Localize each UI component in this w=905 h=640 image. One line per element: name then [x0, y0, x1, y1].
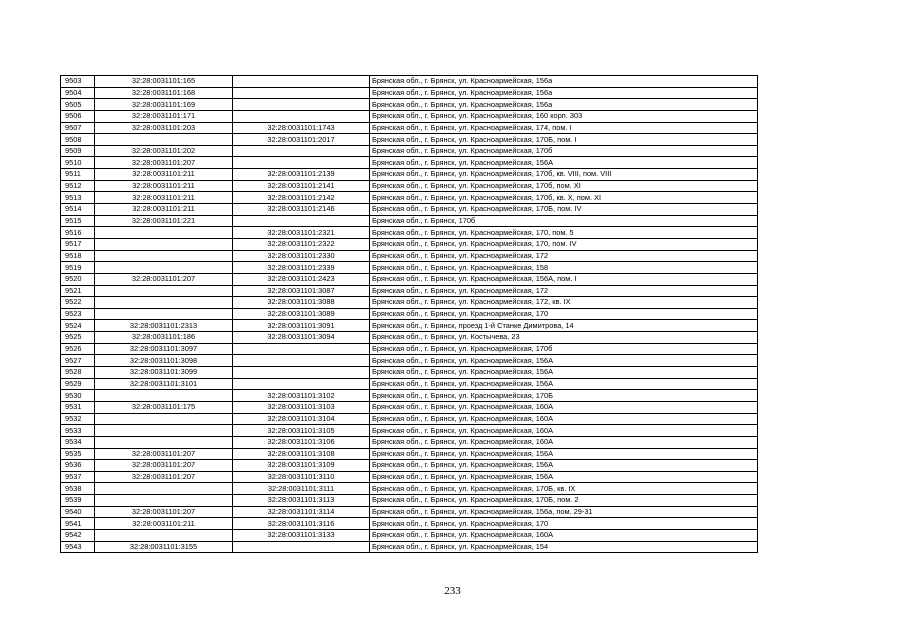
land-cadastral-cell	[95, 238, 233, 250]
land-cadastral-cell	[95, 413, 233, 425]
address-cell: Брянская обл., г. Брянск, ул. Красноармейская, 170б, кв. VIII, пом. VIII	[370, 169, 758, 181]
address-cell: Брянская обл., г. Брянск, ул. Красноармейская, 154	[370, 541, 758, 553]
table-row	[61, 506, 758, 518]
object-cadastral-cell: 32:28:0031101:2146	[233, 204, 370, 216]
land-cadastral-cell: 32:28:0031101:203	[95, 122, 233, 134]
table-row	[61, 227, 758, 239]
object-cadastral-cell: 32:28:0031101:3110	[233, 471, 370, 483]
row-number-cell: 9538	[61, 483, 95, 495]
land-cadastral-cell: 32:28:0031101:211	[95, 180, 233, 192]
table-row	[61, 448, 758, 460]
address-cell: Брянская обл., г. Брянск, ул. Красноармейская, 170б	[370, 343, 758, 355]
land-cadastral-cell: 32:28:0031101:202	[95, 145, 233, 157]
row-number-cell: 9505	[61, 99, 95, 111]
row-number-cell: 9536	[61, 460, 95, 472]
table-row	[61, 192, 758, 204]
table-row	[61, 390, 758, 402]
object-cadastral-cell: 32:28:0031101:3114	[233, 506, 370, 518]
object-cadastral-cell	[233, 99, 370, 111]
row-number-cell: 9506	[61, 110, 95, 122]
row-number-cell: 9524	[61, 320, 95, 332]
object-cadastral-cell: 32:28:0031101:3111	[233, 483, 370, 495]
row-number-cell: 9516	[61, 227, 95, 239]
object-cadastral-cell: 32:28:0031101:3109	[233, 460, 370, 472]
address-cell: Брянская обл., г. Брянск, ул. Красноармейская, 172	[370, 285, 758, 297]
row-number-cell: 9537	[61, 471, 95, 483]
table-row	[61, 529, 758, 541]
address-cell: Брянская обл., г. Брянск, ул. Красноармейская, 156А, пом. I	[370, 273, 758, 285]
table-row	[61, 99, 758, 111]
object-cadastral-cell: 32:28:0031101:2339	[233, 262, 370, 274]
object-cadastral-cell	[233, 76, 370, 88]
table-row	[61, 367, 758, 379]
object-cadastral-cell: 32:28:0031101:3088	[233, 297, 370, 309]
address-cell: Брянская обл., г. Брянск, ул. Красноармейская, 170Б, кв. IX	[370, 483, 758, 495]
land-cadastral-cell	[95, 425, 233, 437]
object-cadastral-cell	[233, 355, 370, 367]
table-row	[61, 320, 758, 332]
row-number-cell: 9540	[61, 506, 95, 518]
address-cell: Брянская обл., г. Брянск, ул. Красноармейская, 170	[370, 518, 758, 530]
land-cadastral-cell: 32:28:0031101:169	[95, 99, 233, 111]
land-cadastral-cell	[95, 262, 233, 274]
object-cadastral-cell: 32:28:0031101:2139	[233, 169, 370, 181]
address-cell: Брянская обл., г. Брянск, ул. Красноармейская, 170	[370, 308, 758, 320]
page-number: 233	[444, 585, 461, 597]
land-cadastral-cell: 32:28:0031101:171	[95, 110, 233, 122]
land-cadastral-cell: 32:28:0031101:211	[95, 192, 233, 204]
land-cadastral-cell: 32:28:0031101:3101	[95, 378, 233, 390]
row-number-cell: 9503	[61, 76, 95, 88]
table-row	[61, 541, 758, 553]
land-cadastral-cell	[95, 308, 233, 320]
address-cell: Брянская обл., г. Брянск, ул. Красноармейская, 170Б, пом. 2	[370, 495, 758, 507]
object-cadastral-cell	[233, 110, 370, 122]
land-cadastral-cell: 32:28:0031101:186	[95, 332, 233, 344]
object-cadastral-cell	[233, 378, 370, 390]
object-cadastral-cell: 32:28:0031101:2142	[233, 192, 370, 204]
land-cadastral-cell	[95, 436, 233, 448]
table-row	[61, 157, 758, 169]
table-row	[61, 413, 758, 425]
address-cell: Брянская обл., г. Брянск, ул. Красноармейская, 170Б, пом. IV	[370, 204, 758, 216]
object-cadastral-cell: 32:28:0031101:3106	[233, 436, 370, 448]
table-row	[61, 332, 758, 344]
land-cadastral-cell: 32:28:0031101:211	[95, 169, 233, 181]
address-cell: Брянская обл., г. Брянск, ул. Красноармейская, 174, пом. I	[370, 122, 758, 134]
address-cell: Брянская обл., г. Брянск, ул. Красноармейская, 156А	[370, 460, 758, 472]
table-row	[61, 122, 758, 134]
table-row	[61, 308, 758, 320]
address-cell: Брянская обл., г. Брянск, ул. Красноармейская, 156А	[370, 367, 758, 379]
registry-table-body	[61, 76, 758, 553]
address-cell: Брянская обл., г. Брянск, ул. Красноармейская, 170б, пом. XI	[370, 180, 758, 192]
row-number-cell: 9530	[61, 390, 95, 402]
address-cell: Брянская обл., г. Брянск, ул. Красноармейская, 156А	[370, 471, 758, 483]
address-cell: Брянская обл., г. Брянск, ул. Красноармейская, 170, пом. IV	[370, 238, 758, 250]
row-number-cell: 9515	[61, 215, 95, 227]
object-cadastral-cell: 32:28:0031101:2017	[233, 134, 370, 146]
row-number-cell: 9527	[61, 355, 95, 367]
table-row	[61, 401, 758, 413]
land-cadastral-cell	[95, 297, 233, 309]
object-cadastral-cell	[233, 541, 370, 553]
address-cell: Брянская обл., г. Брянск, ул. Красноармейская, 170б	[370, 145, 758, 157]
table-row	[61, 471, 758, 483]
land-cadastral-cell: 32:28:0031101:168	[95, 87, 233, 99]
table-row	[61, 145, 758, 157]
table-row	[61, 169, 758, 181]
table-row	[61, 238, 758, 250]
object-cadastral-cell: 32:28:0031101:2330	[233, 250, 370, 262]
land-cadastral-cell: 32:28:0031101:207	[95, 273, 233, 285]
land-cadastral-cell: 32:28:0031101:207	[95, 506, 233, 518]
table-row	[61, 518, 758, 530]
land-cadastral-cell: 32:28:0031101:2313	[95, 320, 233, 332]
address-cell: Брянская обл., г. Брянск, ул. Красноармейская, 170Б, пом. I	[370, 134, 758, 146]
row-number-cell: 9539	[61, 495, 95, 507]
address-cell: Брянская обл., г. Брянск, ул. Красноармейская, 160А	[370, 529, 758, 541]
table-row	[61, 483, 758, 495]
object-cadastral-cell: 32:28:0031101:3094	[233, 332, 370, 344]
table-row	[61, 495, 758, 507]
object-cadastral-cell: 32:28:0031101:3102	[233, 390, 370, 402]
table-row	[61, 110, 758, 122]
land-cadastral-cell: 32:28:0031101:3098	[95, 355, 233, 367]
address-cell: Брянская обл., г. Брянск, ул. Красноармейская, 170, пом. 5	[370, 227, 758, 239]
land-cadastral-cell: 32:28:0031101:221	[95, 215, 233, 227]
row-number-cell: 9511	[61, 169, 95, 181]
address-cell: Брянская обл., г. Брянск, ул. Красноармейская, 170Б	[370, 390, 758, 402]
row-number-cell: 9541	[61, 518, 95, 530]
row-number-cell: 9525	[61, 332, 95, 344]
row-number-cell: 9543	[61, 541, 95, 553]
object-cadastral-cell	[233, 215, 370, 227]
row-number-cell: 9504	[61, 87, 95, 99]
row-number-cell: 9520	[61, 273, 95, 285]
address-cell: Брянская обл., г. Брянск, ул. Красноармейская, 156А	[370, 448, 758, 460]
land-cadastral-cell	[95, 529, 233, 541]
table-row	[61, 343, 758, 355]
table-row	[61, 460, 758, 472]
address-cell: Брянская обл., г. Брянск, ул. Красноармейская, 172, кв. IX	[370, 297, 758, 309]
address-cell: Брянская обл., г. Брянск, ул. Красноармейская, 158	[370, 262, 758, 274]
table-row	[61, 425, 758, 437]
table-row	[61, 355, 758, 367]
table-row	[61, 273, 758, 285]
row-number-cell: 9529	[61, 378, 95, 390]
object-cadastral-cell: 32:28:0031101:3091	[233, 320, 370, 332]
object-cadastral-cell: 32:28:0031101:2141	[233, 180, 370, 192]
object-cadastral-cell: 32:28:0031101:1743	[233, 122, 370, 134]
object-cadastral-cell: 32:28:0031101:3103	[233, 401, 370, 413]
land-cadastral-cell: 32:28:0031101:3097	[95, 343, 233, 355]
land-cadastral-cell	[95, 483, 233, 495]
land-cadastral-cell: 32:28:0031101:175	[95, 401, 233, 413]
object-cadastral-cell: 32:28:0031101:3133	[233, 529, 370, 541]
land-cadastral-cell	[95, 134, 233, 146]
table-row	[61, 215, 758, 227]
row-number-cell: 9533	[61, 425, 95, 437]
land-cadastral-cell	[95, 227, 233, 239]
object-cadastral-cell: 32:28:0031101:2322	[233, 238, 370, 250]
object-cadastral-cell	[233, 367, 370, 379]
row-number-cell: 9526	[61, 343, 95, 355]
land-cadastral-cell	[95, 250, 233, 262]
row-number-cell: 9522	[61, 297, 95, 309]
row-number-cell: 9507	[61, 122, 95, 134]
table-row	[61, 204, 758, 216]
object-cadastral-cell	[233, 157, 370, 169]
address-cell: Брянская обл., г. Брянск, ул. Красноармейская, 160А	[370, 425, 758, 437]
address-cell: Брянская обл., г. Брянск, ул. Красноармейская, 160А	[370, 436, 758, 448]
land-cadastral-cell: 32:28:0031101:207	[95, 471, 233, 483]
row-number-cell: 9528	[61, 367, 95, 379]
land-cadastral-cell: 32:28:0031101:211	[95, 204, 233, 216]
address-cell: Брянская обл., г. Брянск, ул. Красноармейская, 156А	[370, 378, 758, 390]
land-cadastral-cell: 32:28:0031101:207	[95, 460, 233, 472]
land-cadastral-cell: 32:28:0031101:3155	[95, 541, 233, 553]
address-cell: Брянская обл., г. Брянск, проезд 1-й Станке Димитрова, 14	[370, 320, 758, 332]
row-number-cell: 9510	[61, 157, 95, 169]
land-cadastral-cell	[95, 390, 233, 402]
row-number-cell: 9523	[61, 308, 95, 320]
table-row	[61, 378, 758, 390]
address-cell: Брянская обл., г. Брянск, ул. Красноармейская, 156а, пом. 29-31	[370, 506, 758, 518]
row-number-cell: 9513	[61, 192, 95, 204]
object-cadastral-cell	[233, 145, 370, 157]
address-cell: Брянская обл., г. Брянск, ул. Красноармейская, 156а	[370, 76, 758, 88]
table-row	[61, 250, 758, 262]
row-number-cell: 9514	[61, 204, 95, 216]
table-row	[61, 297, 758, 309]
land-cadastral-cell: 32:28:0031101:165	[95, 76, 233, 88]
object-cadastral-cell: 32:28:0031101:3116	[233, 518, 370, 530]
address-cell: Брянская обл., г. Брянск, 170б	[370, 215, 758, 227]
row-number-cell: 9517	[61, 238, 95, 250]
object-cadastral-cell: 32:28:0031101:3108	[233, 448, 370, 460]
row-number-cell: 9532	[61, 413, 95, 425]
land-cadastral-cell	[95, 495, 233, 507]
address-cell: Брянская обл., г. Брянск, ул. Красноармейская, 156А	[370, 157, 758, 169]
table-row	[61, 262, 758, 274]
address-cell: Брянская обл., г. Брянск, ул. Красноармейская, 160 корп. 303	[370, 110, 758, 122]
table-row	[61, 436, 758, 448]
row-number-cell: 9512	[61, 180, 95, 192]
land-cadastral-cell: 32:28:0031101:211	[95, 518, 233, 530]
address-cell: Брянская обл., г. Брянск, ул. Красноармейская, 156а	[370, 99, 758, 111]
row-number-cell: 9508	[61, 134, 95, 146]
land-cadastral-cell: 32:28:0031101:3099	[95, 367, 233, 379]
address-cell: Брянская обл., г. Брянск, ул. Красноармейская, 160А	[370, 401, 758, 413]
row-number-cell: 9531	[61, 401, 95, 413]
object-cadastral-cell: 32:28:0031101:2321	[233, 227, 370, 239]
object-cadastral-cell	[233, 87, 370, 99]
table-row	[61, 76, 758, 88]
table-row	[61, 180, 758, 192]
row-number-cell: 9534	[61, 436, 95, 448]
row-number-cell: 9509	[61, 145, 95, 157]
row-number-cell: 9521	[61, 285, 95, 297]
object-cadastral-cell	[233, 343, 370, 355]
object-cadastral-cell: 32:28:0031101:3105	[233, 425, 370, 437]
address-cell: Брянская обл., г. Брянск, ул. Красноармейская, 156а	[370, 87, 758, 99]
address-cell: Брянская обл., г. Брянск, ул. Красноармейская, 170б, кв. X, пом. XI	[370, 192, 758, 204]
address-cell: Брянская обл., г. Брянск, ул. Красноармейская, 160А	[370, 413, 758, 425]
object-cadastral-cell: 32:28:0031101:3113	[233, 495, 370, 507]
object-cadastral-cell: 32:28:0031101:3087	[233, 285, 370, 297]
row-number-cell: 9535	[61, 448, 95, 460]
row-number-cell: 9519	[61, 262, 95, 274]
object-cadastral-cell: 32:28:0031101:3089	[233, 308, 370, 320]
address-cell: Брянская обл., г. Брянск, ул. Красноармейская, 172	[370, 250, 758, 262]
table-row	[61, 87, 758, 99]
table-row	[61, 285, 758, 297]
object-cadastral-cell: 32:28:0031101:2423	[233, 273, 370, 285]
address-cell: Брянская обл., г. Брянск, ул. Красноармейская, 156А	[370, 355, 758, 367]
row-number-cell: 9518	[61, 250, 95, 262]
address-cell: Брянская обл., г. Брянск, ул. Костычева, 23	[370, 332, 758, 344]
object-cadastral-cell: 32:28:0031101:3104	[233, 413, 370, 425]
table-row	[61, 134, 758, 146]
land-cadastral-cell: 32:28:0031101:207	[95, 157, 233, 169]
registry-table	[60, 75, 758, 553]
land-cadastral-cell	[95, 285, 233, 297]
land-cadastral-cell: 32:28:0031101:207	[95, 448, 233, 460]
row-number-cell: 9542	[61, 529, 95, 541]
